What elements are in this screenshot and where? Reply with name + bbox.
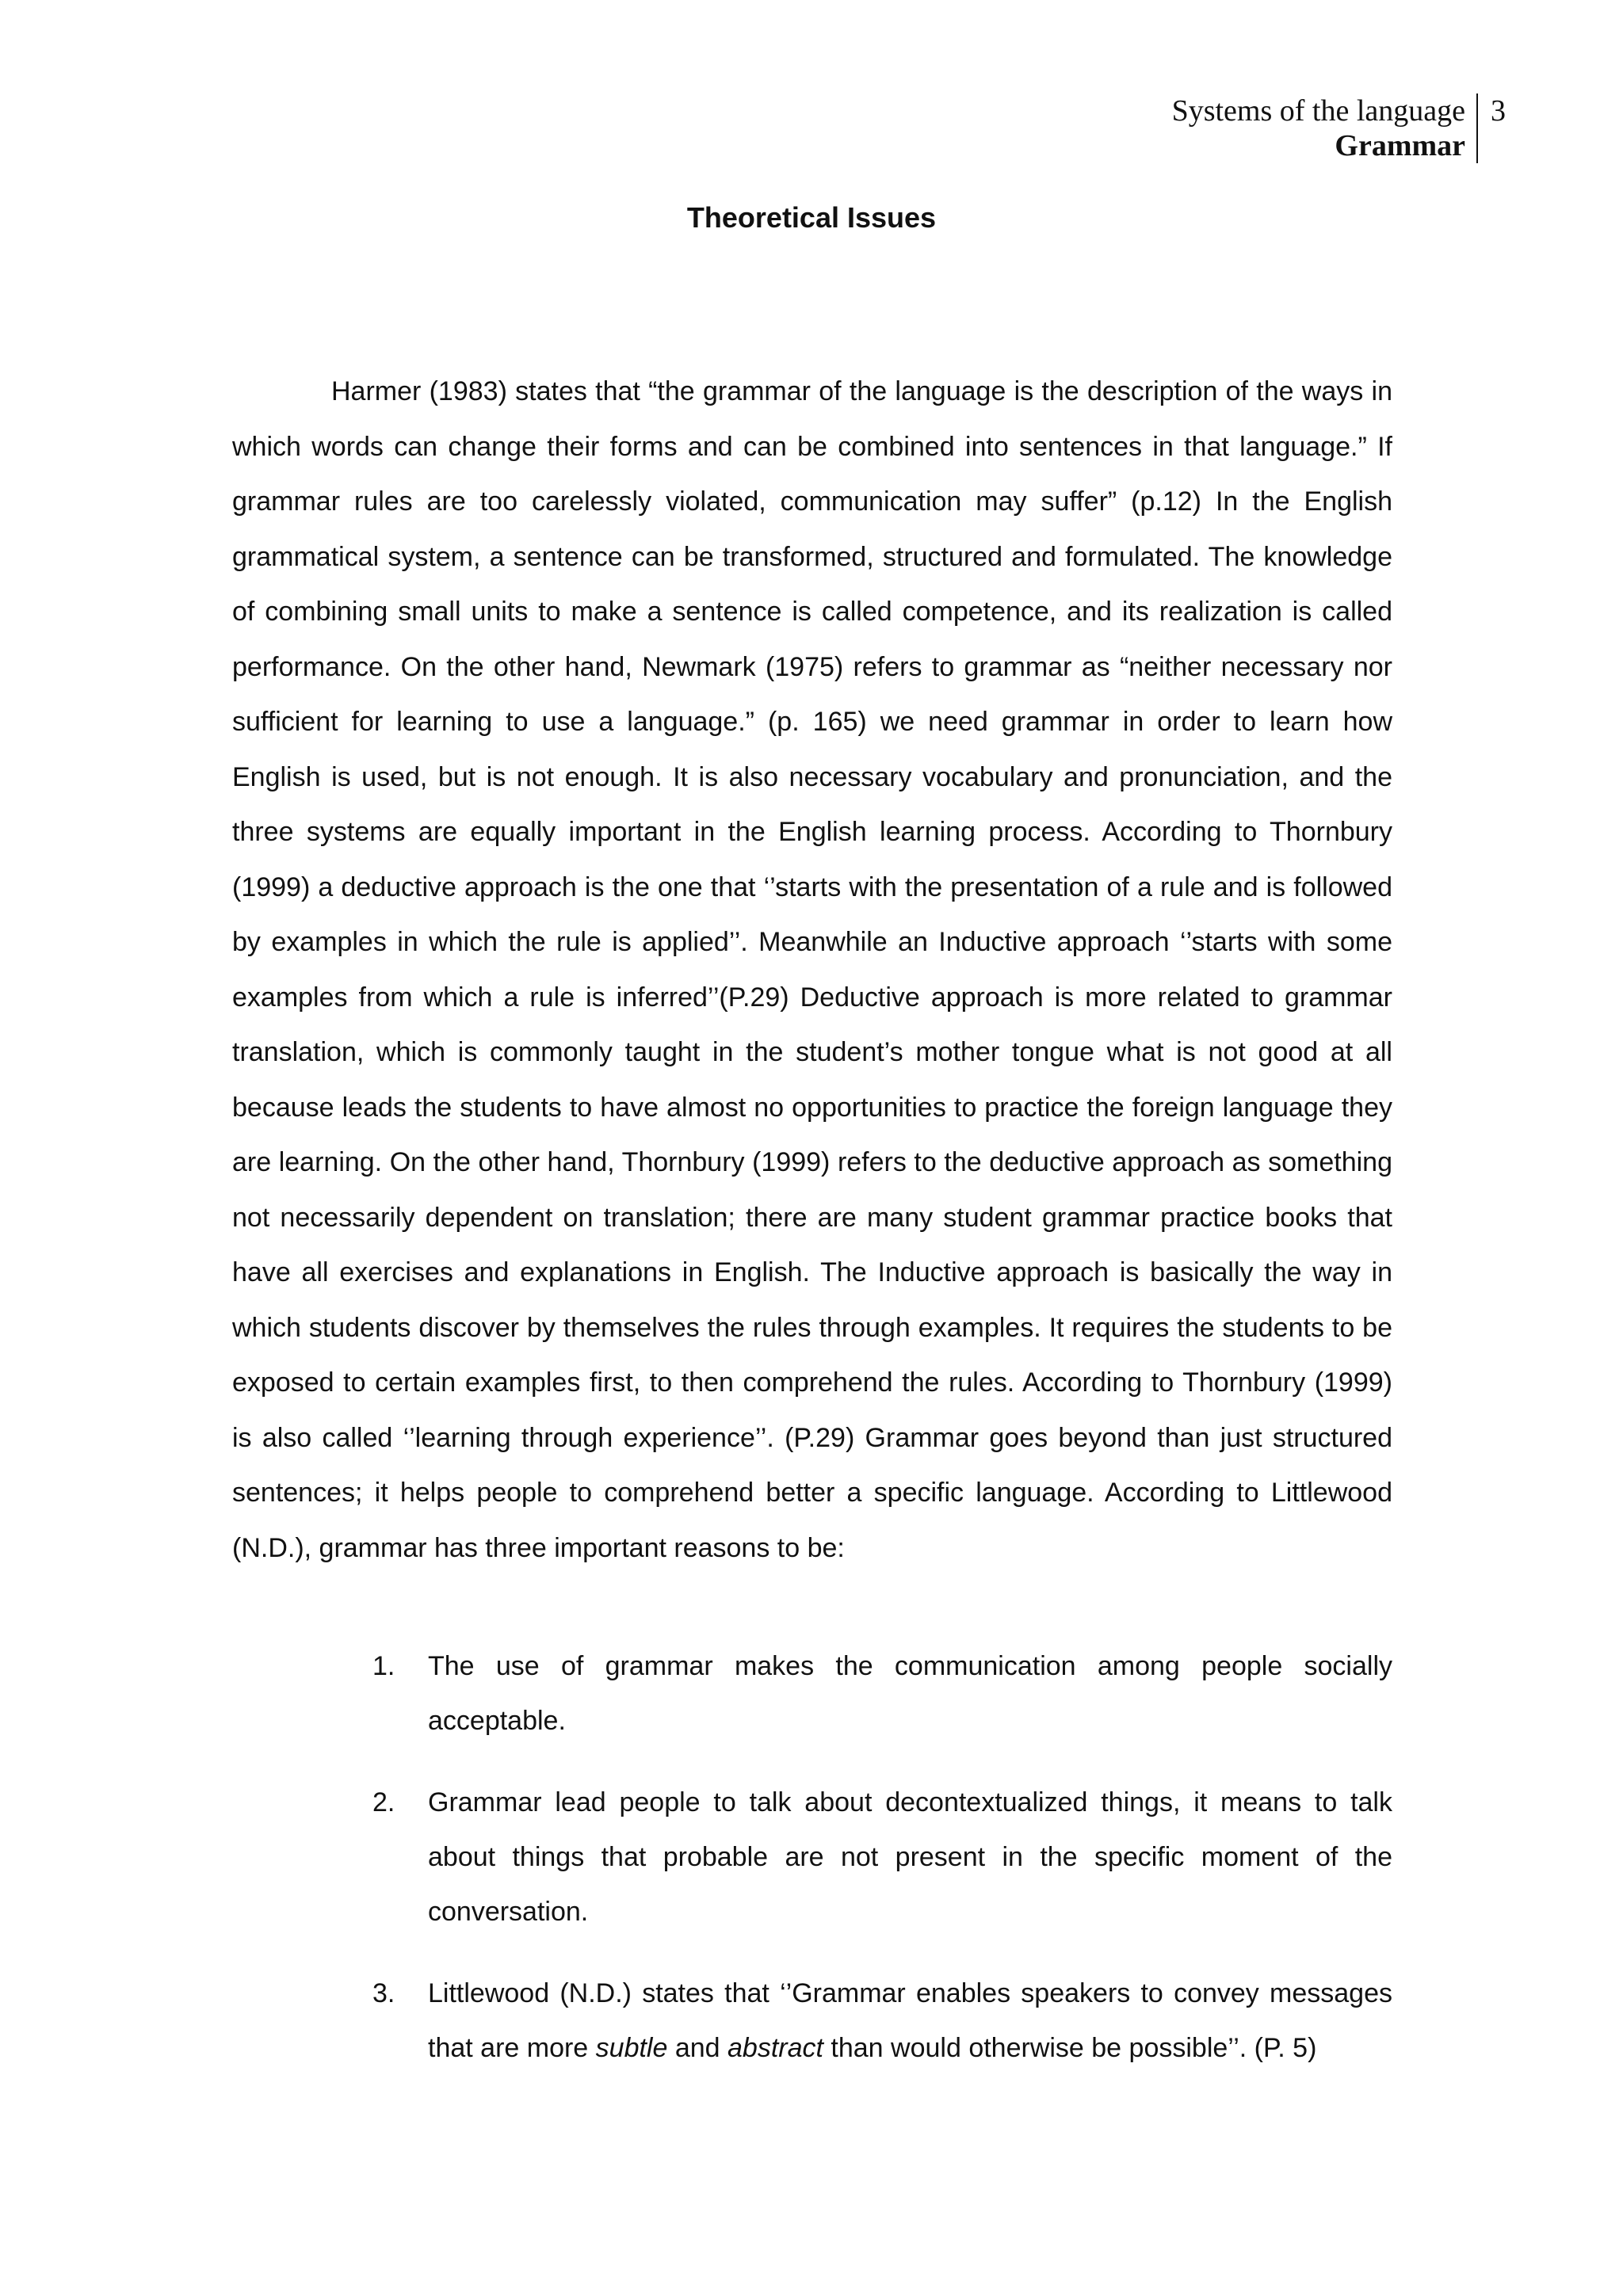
- reasons-list: [372, 1639, 1392, 2103]
- list-item: [372, 1775, 1392, 1939]
- list-item-text: The use of grammar makes the communication among people socially acceptable.: [428, 1651, 1392, 1736]
- list-item-text-mid: and: [667, 2033, 728, 2063]
- list-item-text: [428, 1966, 1392, 2076]
- header-subtitle: Grammar: [1335, 129, 1465, 162]
- list-item-text-end: than would otherwise be possible’’. (P. 5): [823, 2033, 1317, 2063]
- list-item-text: Grammar lead people to talk about decontextualized things, it means to talk about things that probable are not present in the specific moment of the conversation.: [428, 1787, 1392, 1927]
- running-header: [1172, 93, 1506, 163]
- emphasis-abstract: abstract: [727, 2033, 823, 2063]
- header-title: Systems of the language: [1171, 94, 1465, 128]
- list-item-number: 1.: [372, 1651, 395, 1681]
- emphasis-subtle: subtle: [595, 2033, 668, 2063]
- page-number: 3: [1491, 94, 1506, 128]
- section-title: Theoretical Issues: [686, 201, 937, 234]
- list-item-text-start: Littlewood (N.D.) states that ‘’Grammar enables speakers to convey messages that are more: [428, 1978, 1392, 2063]
- list-item-number: 2.: [372, 1787, 395, 1817]
- body-paragraph: Harmer (1983) states that “the grammar of the language is the description of the ways in which words can change their forms and can be combined into sentences in that language.” If grammar rules are too carelessly violated, communication may suffer” (p.12) In the English grammatical system, a sentence can be transformed, structured and formulated. The knowledge of combining small units to make a sentence is called competence, and its realization is called performance. On the other hand, Newmark (1975) refers to grammar as “neither necessary nor sufficient for learning to use a language.” (p. 165) we need grammar in order to learn how English is used, but is not enough. It is also necessary vocabulary and pronunciation, and the three systems are equally important in the English learning process. According to Thornbury (1999) a deductive approach is the one that ‘’starts with the presentation of a rule and is followed by examples in which the rule is applied’’. Meanwhile an Inductive approach ‘’starts with some examples from which a rule is inferred’’(P.29) Deductive approach is more related to grammar translation, which is commonly taught in the student’s mother tongue what is not good at all because leads the students to have almost no opportunities to practice the foreign language they are learning. On the other hand, Thornbury (1999) refers to the deductive approach as something not necessarily dependent on translation; there are many student grammar practice books that have all exercises and explanations in English. The Inductive approach is basically the way in which students discover by themselves the rules through examples. It requires the students to be exposed to certain examples first, to then comprehend the rules. According to Thornbury (1999) is also called ‘’learning through experience’’. (P.29) Grammar goes beyond than just structured sentences; it helps people to comprehend better a specific language. According to Littlewood (N.D.), grammar has three important reasons to be:: [232, 376, 1392, 1563]
- header-text: [1172, 93, 1478, 163]
- list-item: [372, 1639, 1392, 1749]
- list-item: [372, 1966, 1392, 2076]
- list-item-number: 3.: [372, 1978, 395, 2008]
